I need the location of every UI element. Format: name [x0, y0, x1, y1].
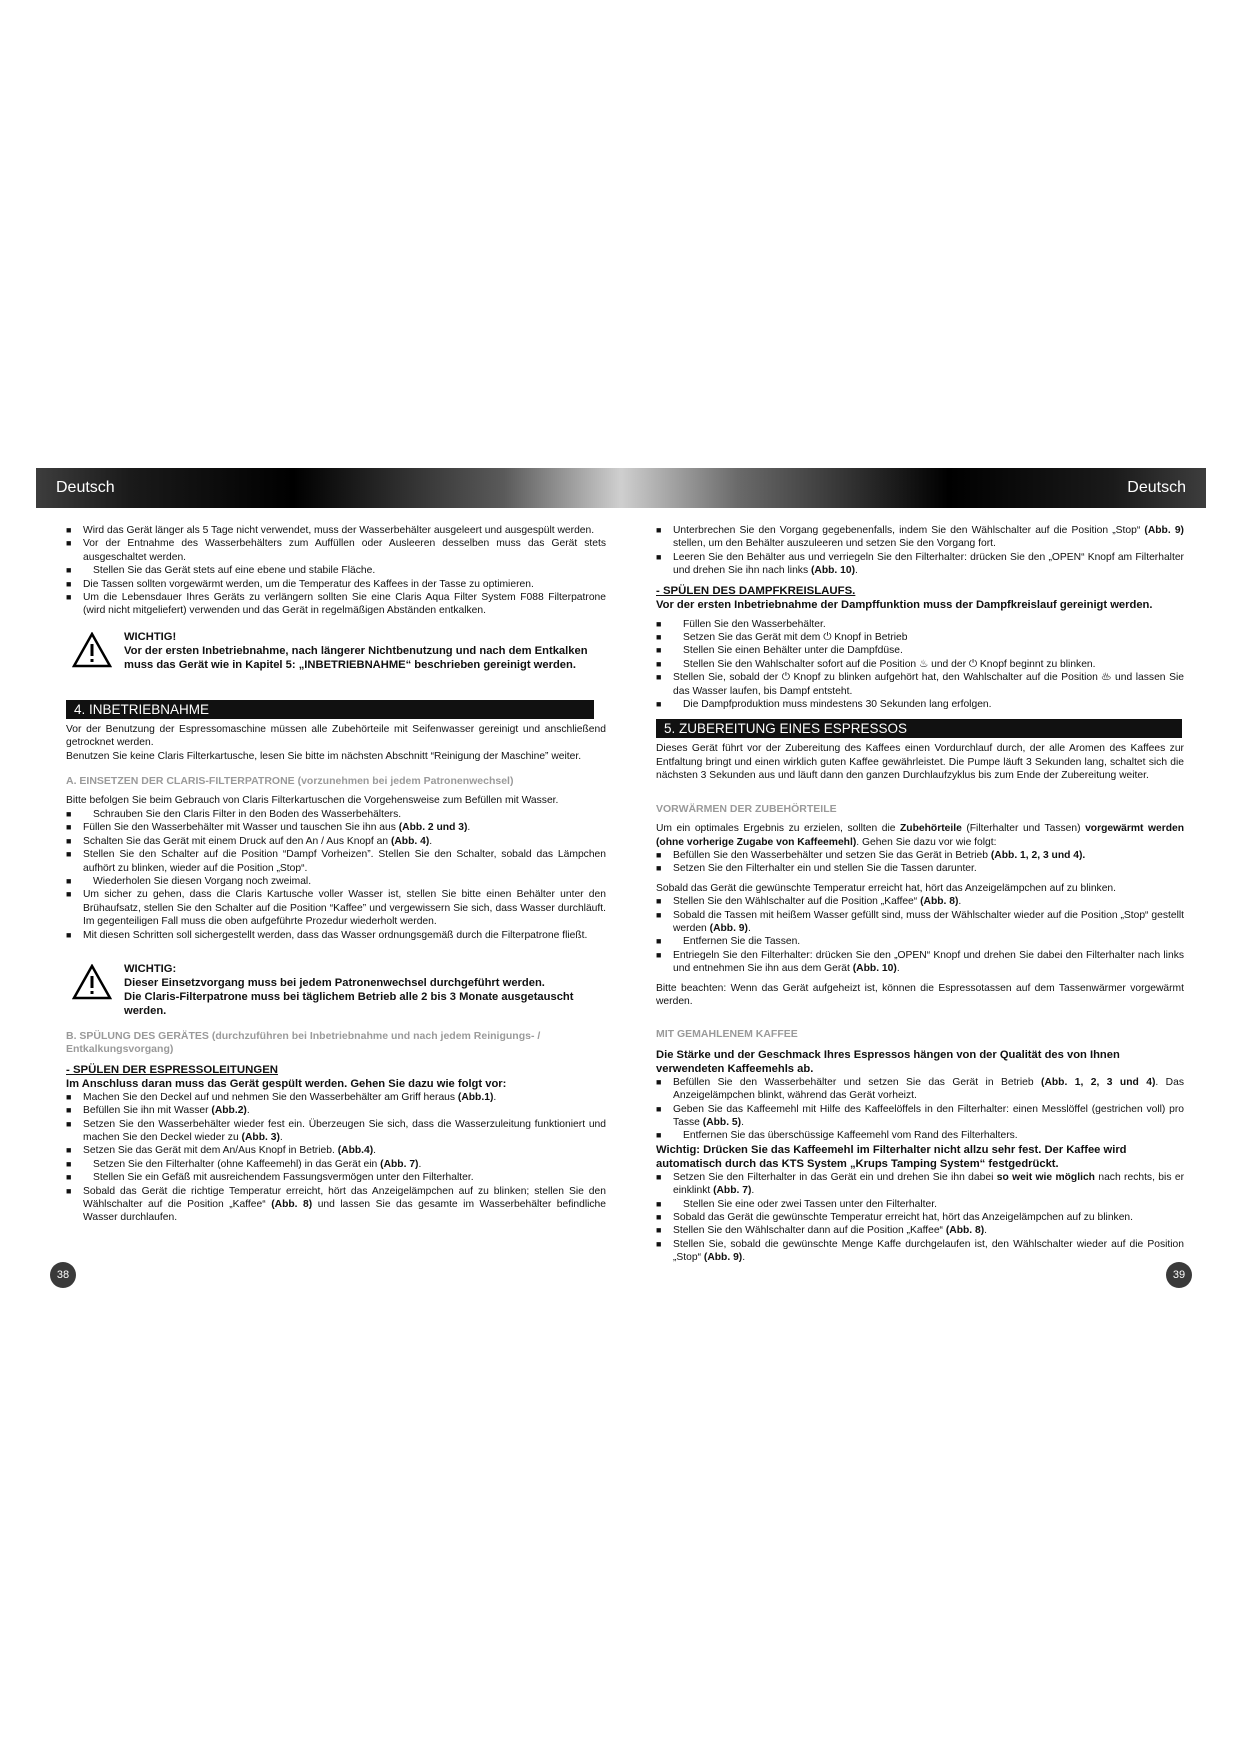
paragraph: Dieses Gerät führt vor der Zubereitung des Kaffees einen Vordurchlauf durch, der alle Aromen des Kaffees zur Entfaltung bringt und einen wirklich guten Kaffee gewährleistet. Die Pumpe läuft 3 Sekunden lang, schaltet sich die nächsten 3 Sekunden aus und läuft dann den ganzen Durchlaufzyklus bis zum Ende der Zubereitung weiter. [656, 743, 1184, 782]
list-item: ■ Setzen Sie den Filterhalter ein und stellen Sie die Tassen darunter. [656, 862, 1184, 875]
list-item: ■ Die Dampfproduktion muss mindestens 30 Sekunden lang erfolgen. [656, 698, 1184, 711]
warning-icon [72, 964, 112, 1000]
subheading-ground-coffee: MIT GEMAHLENEM KAFFEE [656, 1028, 798, 1041]
subheading-underlined: - SPÜLEN DES DAMPFKREISLAUFS. [656, 584, 856, 597]
bold-instruction: Vor der ersten Inbetriebnahme der Dampffunktion muss der Dampfkreislauf gereinigt werden. [656, 598, 1153, 611]
warning-text: Dieser Einsetzvorgang muss bei jedem Patronenwechsel durchgeführt werden. [124, 976, 545, 989]
list-item: ■ Setzen Sie den Filterhalter (ohne Kaffeemehl) in das Gerät ein (Abb. 7). [66, 1158, 606, 1171]
list-item: ■ Setzen Sie den Wasserbehälter wieder fest ein. Überzeugen Sie sich, dass die Wasserzuleitung funktioniert und machen Sie den Deckel wieder zu (Abb. 3). [66, 1118, 606, 1145]
warning-text: Die Claris-Filterpatrone muss bei täglichem Betrieb alle 2 bis 3 Monate ausgetauscht werden. [124, 990, 574, 1017]
warning-text: Vor der ersten Inbetriebnahme, nach längerer Nichtbenutzung und nach dem Entkalken muss das Gerät wie in Kapitel 5: „INBETRIEBNAHME“ beschrieben gereinigt werden. [124, 644, 588, 671]
warning-box-1 [66, 630, 606, 680]
list-item: ■ Um sicher zu gehen, dass die Claris Kartusche voller Wasser ist, stellen Sie bitte einen Behälter unter den Brühaufsatz, stellen Sie den Schalter auf die Position “Kaffee” und vergewissern Sie sich, dass Wasser durchläuft. Im gegenteiligen Fall muss die oben aufgeführte Prozedur wiederholt werden. [66, 888, 606, 928]
paragraph: Benutzen Sie keine Claris Filterkartusche, lesen Sie bitte im nächsten Abschnitt “Reinigung der Maschine” weiter. [66, 750, 582, 762]
page-number-right: 39 [1166, 1262, 1192, 1288]
paragraph: Bitte befolgen Sie beim Gebrauch von Claris Filterkartuschen die Vorgehensweise zum Befüllen mit Wasser. [66, 795, 559, 807]
list-item: ■ Setzen Sie das Gerät mit dem ⏻ Knopf in Betrieb [656, 631, 1184, 644]
bold-warning: Wichtig: Drücken Sie das Kaffeemehl im Filterhalter nicht allzu sehr fest. Der Kaffee wird automatisch durch das KTS System „Krups Tamping System“ festgedrückt. [656, 1143, 1127, 1170]
list-item: ■ Vor der Entnahme des Wasserbehälters zum Auffüllen oder Ausleeren desselben muss das Gerät stets ausgeschaltet werden. [66, 537, 606, 564]
list-item: ■ Stellen Sie einen Behälter unter die Dampfdüse. [656, 644, 1184, 657]
section-heading-5: 5. ZUBEREITUNG EINES ESPRESSOS [656, 719, 1182, 738]
list-item: ■ Stellen Sie den Wahlschalter sofort auf die Position ♨ und der ⏻ Knopf beginnt zu blinken. [656, 658, 1184, 671]
language-label-left: Deutsch [56, 479, 115, 496]
list-item: ■ Mit diesen Schritten soll sichergestellt werden, dass das Wasser ordnungsgemäß durch die Filterpatrone fließt. [66, 929, 606, 942]
subheading-a: A. EINSETZEN DER CLARIS-FILTERPATRONE (vorzunehmen bei jedem Patronenwechsel) [66, 775, 514, 788]
paragraph: Um ein optimales Ergebnis zu erzielen, sollten die Zubehörteile (Filterhalter und Tassen) vorgewärmt werden (ohne vorherige Zugabe von Kaffeemehl). Gehen Sie dazu vor wie folgt: [656, 823, 1185, 848]
left-page-column [66, 524, 606, 1225]
list-item: ■ Entfernen Sie das überschüssige Kaffeemehl vom Rand des Filterhalters. [656, 1129, 1184, 1142]
list-item: ■ Entriegeln Sie den Filterhalter: drücken Sie den „OPEN“ Knopf und drehen Sie dabei den Filterhalter nach links und entnehmen Sie ihn aus dem Gerät (Abb. 10). [656, 949, 1184, 976]
right-page-column [656, 524, 1184, 1265]
list-item: ■ Setzen Sie das Gerät mit dem An/Aus Knopf in Betrieb. (Abb.4). [66, 1144, 606, 1157]
list-item: ■ Stellen Sie das Gerät stets auf eine ebene und stabile Fläche. [66, 564, 606, 577]
list-item: ■ Stellen Sie, sobald die gewünschte Menge Kaffe durchgelaufen ist, den Wählschalter wieder auf die Position „Stop“ (Abb. 9). [656, 1238, 1184, 1265]
list-item: ■ Sobald das Gerät die gewünschte Temperatur erreicht hat, hört das Anzeigelämpchen auf zu blinken. [656, 1211, 1184, 1224]
list-item: ■ Füllen Sie den Wasserbehälter mit Wasser und tauschen Sie ihn aus (Abb. 2 und 3). [66, 821, 606, 834]
list-item: ■ Um die Lebensdauer Ihres Geräts zu verlängern sollten Sie eine Claris Aqua Filter System F088 Filterpatrone (wird nicht mitgeliefert) verwenden und das Gerät in regelmäßigen Abständen entkalken. [66, 591, 606, 618]
subheading-preheat: VORWÄRMEN DER ZUBEHÖRTEILE [656, 802, 837, 815]
subheading-b: B. SPÜLUNG DES GERÄTES (durchzuführen bei Inbetriebnahme und nach jedem Reinigungs- / Entkalkungsvorgang) [66, 1029, 541, 1056]
paragraph: Bitte beachten: Wenn das Gerät aufgeheizt ist, können die Espressotassen auf dem Tassenwärmer vorgewärmt werden. [656, 982, 1184, 1007]
list-item: ■ Die Tassen sollten vorgewärmt werden, um die Temperatur des Kaffees in der Tasse zu optimieren. [66, 578, 606, 591]
paragraph: Sobald das Gerät die gewünschte Temperatur erreicht hat, hört das Anzeigelämpchen auf zu blinken. [656, 882, 1117, 894]
list-item: ■ Wird das Gerät länger als 5 Tage nicht verwendet, muss der Wasserbehälter ausgeleert und ausgespült werden. [66, 524, 606, 537]
list-item: ■ Leeren Sie den Behälter aus und verriegeln Sie den Filterhalter: drücken Sie den „OPEN“ Knopf am Filterhalter und drehen Sie ihn nach links (Abb. 10). [656, 551, 1184, 578]
list-item: ■ Setzen Sie den Filterhalter in das Gerät ein und drehen Sie ihn dabei so weit wie möglich nach rechts, bis er einklinkt (Abb. 7). [656, 1171, 1184, 1198]
warning-title: WICHTIG: [124, 962, 177, 975]
list-item: ■ Befüllen Sie den Wasserbehälter und setzen Sie das Gerät in Betrieb (Abb. 1, 2, 3 und 4). [656, 849, 1184, 862]
section-heading-4: 4. INBETRIEBNAHME [66, 700, 594, 719]
list-item: ■ Wiederholen Sie diesen Vorgang noch zweimal. [66, 875, 606, 888]
bold-instruction: Im Anschluss daran muss das Gerät gespült werden. Gehen Sie dazu wie folgt vor: [66, 1077, 507, 1090]
paragraph: Vor der Benutzung der Espressomaschine müssen alle Zubehörteile mit Seifenwasser gereinigt und anschließend getrocknet werden. [66, 723, 606, 749]
list-item: ■ Sobald die Tassen mit heißem Wasser gefüllt sind, muss der Wählschalter wieder auf die Position „Stop“ gestellt werden (Abb. 9). [656, 909, 1184, 936]
warning-box-2 [66, 962, 606, 1018]
list-item: ■ Stellen Sie den Schalter auf die Position “Dampf Vorheizen”. Stellen Sie den Schalter, sobald das Lämpchen aufhört zu blinken, wieder auf die Position „Stop“. [66, 848, 606, 875]
list-item: ■ Stellen Sie ein Gefäß mit ausreichendem Fassungsvermögen unter den Filterhalter. [66, 1171, 606, 1184]
warning-icon [72, 632, 112, 668]
list-item: ■ Stellen Sie den Wählschalter dann auf die Position „Kaffee“ (Abb. 8). [656, 1224, 1184, 1237]
list-item: ■ Schalten Sie das Gerät mit einem Druck auf den An / Aus Knopf an (Abb. 4). [66, 835, 606, 848]
list-item: ■ Befüllen Sie den Wasserbehälter und setzen Sie das Gerät in Betrieb (Abb. 1, 2, 3 und 4). Das Anzeigelämpchen blinkt, während das Gerät vorheizt. [656, 1076, 1184, 1103]
subheading-underlined: - SPÜLEN DER ESPRESSOLEITUNGEN [66, 1063, 279, 1076]
list-item: ■ Geben Sie das Kaffeemehl mit Hilfe des Kaffeelöffels in den Filterhalter: einen Messlöffel (gestrichen voll) pro Tasse (Abb. 5). [656, 1103, 1184, 1130]
warning-title: WICHTIG! [124, 630, 177, 643]
list-item: ■ Unterbrechen Sie den Vorgang gegebenenfalls, indem Sie den Wählschalter auf die Position „Stop“ (Abb. 9) stellen, um den Behälter auszuleeren und setzen Sie den Vorgang fort. [656, 524, 1184, 551]
list-item: ■ Entfernen Sie die Tassen. [656, 935, 1184, 948]
list-item: ■ Stellen Sie eine oder zwei Tassen unter den Filterhalter. [656, 1198, 1184, 1211]
list-item: ■ Befüllen Sie ihn mit Wasser (Abb.2). [66, 1104, 606, 1117]
page-number-left: 38 [50, 1262, 76, 1288]
bold-instruction: Die Stärke und der Geschmack Ihres Espressos hängen von der Qualität des von Ihnen verwendeten Kaffeemehls ab. [656, 1048, 1120, 1075]
list-item: ■ Stellen Sie, sobald der ⏻ Knopf zu blinken aufgehört hat, den Wahlschalter auf die Position ♨ und lassen Sie das Wasser laufen, bis Dampf entsteht. [656, 671, 1184, 698]
list-item: ■ Füllen Sie den Wasserbehälter. [656, 618, 1184, 631]
list-item: ■ Stellen Sie den Wählschalter auf die Position „Kaffee“ (Abb. 8). [656, 895, 1184, 908]
list-item: ■ Schrauben Sie den Claris Filter in den Boden des Wasserbehälters. [66, 808, 606, 821]
list-item: ■ Machen Sie den Deckel auf und nehmen Sie den Wasserbehälter am Griff heraus (Abb.1). [66, 1091, 606, 1104]
list-item: ■ Sobald das Gerät die richtige Temperatur erreicht, hört das Anzeigelämpchen auf zu blinken; stellen Sie den Wählschalter auf die Position „Kaffee“ (Abb. 8) und lassen Sie das gesamte im Wasserbehälter befindliche Wasser durchlaufen. [66, 1185, 606, 1225]
header-bar [36, 468, 1206, 508]
language-label-right: Deutsch [1127, 479, 1186, 496]
